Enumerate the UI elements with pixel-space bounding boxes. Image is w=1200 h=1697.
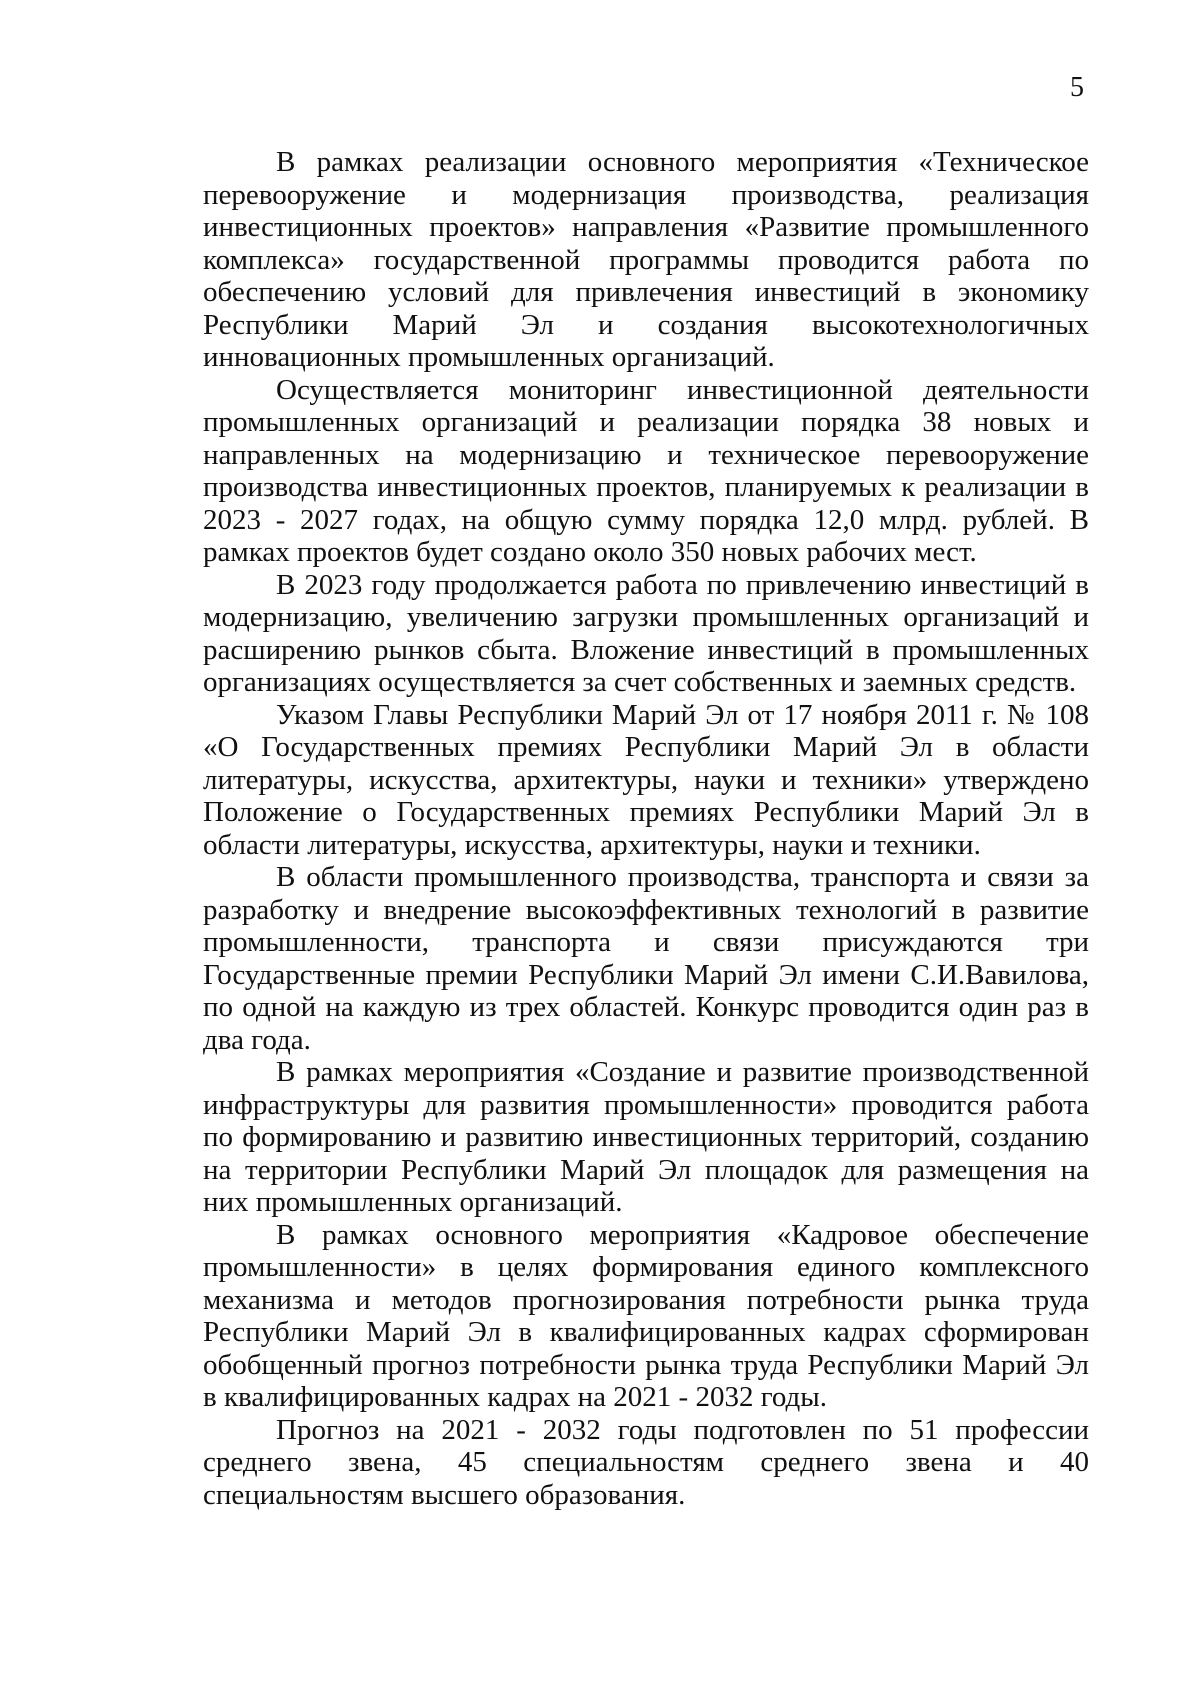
paragraph-staffing: В рамках основного мероприятия «Кадровое обеспечение промышленности» в целях формирования единого комплексного механизма и методов прогнозирования потребности рынка труда Республики Марий Эл в квалифицированных кадрах сформирован обобщенный прогноз потребности рынка труда Республики Марий Эл в квалифицированных кадрах на 2021 - 2032 годы.: [203, 1218, 1089, 1413]
document-body: [203, 146, 1089, 1511]
page-number: 5: [1070, 72, 1084, 103]
paragraph-forecast-2021-2032: Прогноз на 2021 - 2032 годы подготовлен по 51 профессии среднего звена, 45 специальностям среднего звена и 40 специальностям высшего образования.: [203, 1413, 1089, 1511]
paragraph-investment-attraction-2023: В 2023 году продолжается работа по привлечению инвестиций в модернизацию, увеличению загрузки промышленных организаций и расширению рынков сбыта. Вложение инвестиций в промышленных организациях осуществляется за счет собственных и заемных средств.: [203, 568, 1089, 698]
paragraph-industrial-infrastructure: В рамках мероприятия «Создание и развитие производственной инфраструктуры для развития промышленности» проводится работа по формированию и развитию инвестиционных территорий, созданию на территории Республики Марий Эл площадок для размещения на них промышленных организаций.: [203, 1056, 1089, 1218]
paragraph-vavilov-prizes: В области промышленного производства, транспорта и связи за разработку и внедрение высокоэффективных технологий в развитие промышленности, транспорта и связи присуждаются три Государственные премии Республики Марий Эл имени С.И.Вавилова, по одной на каждую из трех областей. Конкурс проводится один раз в два года.: [203, 861, 1089, 1056]
paragraph-technical-reequipment: В рамках реализации основного мероприятия «Техническое перевооружение и модернизация производства, реализация инвестиционных проектов» направления «Развитие промышленного комплекса» государственной программы проводится работа по обеспечению условий для привлечения инвестиций в экономику Республики Марий Эл и создания высокотехнологичных инновационных промышленных организаций.: [203, 146, 1089, 373]
paragraph-state-prizes-decree: Указом Главы Республики Марий Эл от 17 ноября 2011 г. № 108 «О Государственных премиях Республики Марий Эл в области литературы, искусства, архитектуры, науки и техники» утверждено Положение о Государственных премиях Республики Марий Эл в области литературы, искусства, архитектуры, науки и техники.: [203, 698, 1089, 861]
paragraph-investment-monitoring: Осуществляется мониторинг инвестиционной деятельности промышленных организаций и реализации порядка 38 новых и направленных на модернизацию и техническое перевооружение производства инвестиционных проектов, планируемых к реализации в 2023 - 2027 годах, на общую сумму порядка 12,0 млрд. рублей. В рамках проектов будет создано около 350 новых рабочих мест.: [203, 373, 1089, 568]
